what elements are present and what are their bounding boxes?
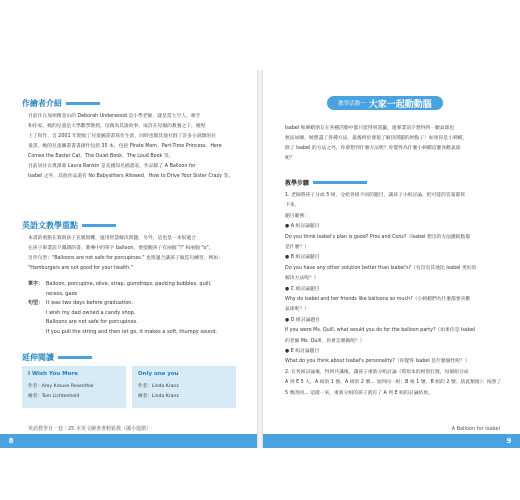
step-line: What do you think about Isabel's personality?（你覺得 Isabel 是什麼個性呢？）: [285, 359, 470, 365]
step-line: 題目範例：: [285, 213, 309, 219]
right-page-number: 9: [506, 437, 512, 445]
example-text: If you pull the string and then let go, it makes a soft, thumpy sound.: [46, 328, 218, 335]
activity-label: 教學活動一: [338, 101, 366, 107]
example-text: recess, gaze: [46, 290, 78, 297]
grammar-line: "Hamburgers are not good for your health.": [28, 266, 133, 271]
steps-title-text: 教學步驟: [285, 180, 310, 187]
example-row: [28, 290, 243, 299]
author-line: 童書，她的兒童圖書書書創作包括 35 本，包括 Pirate Mom、Part-Time Princess、Here: [28, 144, 222, 149]
title-bar: [58, 356, 92, 359]
step-line: 5 號改則... 這樣一來，重新分組的孩子就有了 A 到 E 組的討論結果。: [285, 390, 433, 396]
book-illustrator: 繪者：Linda Kranz: [138, 394, 179, 399]
right-footer-band: [263, 434, 520, 448]
activity-title-pill: [327, 96, 443, 110]
author-line: 和作家，她的兒童是大學數學教授，母親為其說故事，成許在母親的教養之下，她堅: [28, 124, 206, 129]
steps-section-title: [285, 178, 367, 187]
step-line: ● D 組討論題目: [285, 317, 320, 323]
grammar-line: 本書的重點在敘敘孩子克服困難，運用智慧解決問題。另外，這也是一本很適合: [28, 236, 196, 241]
example-row: [28, 299, 243, 308]
intro-line: Isabel 和刺蝟朋友在各種活動中都只能得到書籤，連畢業前夕想得到一顆氣球也: [285, 126, 455, 131]
book-title: Only one you: [138, 371, 179, 377]
step-line: ● C 組討論題目: [285, 286, 320, 292]
author-line: Comes the Easter Cat、The Quiet Book、The Loud Book 等。: [28, 154, 174, 159]
example-text: Balloon, porcupine, olive, strap, gumdrops, packing bubbles, quill,: [46, 281, 212, 287]
book-title: I Wish You More: [28, 371, 78, 377]
example-label: 單字：: [28, 281, 44, 287]
left-footer-band: [0, 434, 257, 448]
extended-section-title: [22, 352, 92, 363]
step-line: 是什麼？）: [285, 245, 309, 250]
step-line: 氣球呢？）: [285, 307, 309, 313]
author-section-title: [22, 98, 100, 109]
title-bar: [313, 181, 367, 184]
intro-line: 呢？: [285, 156, 295, 161]
step-line: ● B 組討論題目: [285, 255, 320, 261]
step-line: 1. 老師將孩子分成 5 組，分給各組不同的題目，讓孩子小組討論，把可能的答案都寫: [285, 193, 466, 198]
left-page: [0, 70, 257, 448]
step-line: 2. 在各組討論後，得到共識後，讓孩子重新分組討論（將原本的組別打散，每個組分成: [285, 369, 469, 375]
step-line: Do you think Isabel's plan is good? Pros and Cons?（Isabel 想出的方法優缺點都: [285, 234, 471, 240]
author-title-text: 作繪者介紹: [22, 99, 62, 108]
activity-title: 大家一起動動腦: [368, 99, 432, 110]
grammar-line: 另外句型："Balloons are not safe for porcupines." 也很適合讓孩子做造句練習，例如：: [28, 256, 223, 261]
author-line: 上了寫作，自 2001 年開始了兒童圖書書寫作生涯，同時也幫其他社群了許多小說類的兒: [28, 134, 216, 139]
step-line: Why do Isabel and her friends like balloons so much?（小刺蝟們為什麼都要喜歡: [285, 297, 471, 302]
example-row: [28, 280, 243, 289]
intro-line: 無法如願，她想盡了各種方法，最後終於發現了解決問題的妙點子！如果你是小刺蝟，: [285, 136, 468, 141]
step-line: 的老師 Ms. Quill，你會怎麼做呢？）: [285, 338, 365, 344]
example-label: 句型：: [28, 300, 44, 306]
grammar-line: 在孩子畢業前夕閱讀的書，教導中的單字 balloon，要提醒孩子有兩個 "l" 和兩個 "o"。: [28, 246, 214, 251]
book-author: 作者：Linda Kranz: [138, 384, 179, 389]
title-bar: [82, 224, 116, 227]
step-line: ● E 組討論題目: [285, 349, 320, 354]
title-bar: [66, 102, 100, 105]
example-row: [28, 328, 243, 337]
author-line: Isabel 之外，其他作品還有 No Babysitters Allowed、How to Drive Your Sister Crazy 等。: [28, 174, 234, 179]
example-text: I wish my dad owned a candy shop.: [46, 309, 136, 316]
extended-title-text: 延伸閱讀: [22, 353, 54, 362]
example-text: Balloons are not safe for porcupines.: [46, 319, 138, 325]
step-line: Do you have any other solution better than Isabel's?（有沒有其他比 Isabel 更好的: [285, 265, 477, 271]
left-page-number: 8: [8, 437, 14, 445]
grammar-section-title: [22, 220, 116, 231]
author-line: 目前住在加州舊金山的 Deborah Underwood 是小學老師、就是當大空人、歌手: [28, 114, 201, 119]
grammar-title-text: 英語文教學重點: [22, 221, 78, 230]
author-line: 目前居住在奧澤蒙 Laura Rankin 是美國知名插畫家，作品除了 A Balloon for: [28, 164, 196, 169]
right-page: [263, 70, 520, 448]
intro-line: 除了 Isabel 的方法之外，你會想到什麼方法呢？你覺得為什麼小刺蝟這麼喜歡氣球: [285, 146, 461, 151]
book-card: [132, 366, 236, 408]
right-footer-text: A Balloon for Isabel: [451, 426, 500, 432]
example-text: It was two days before graduation.: [46, 300, 134, 306]
step-line: 下來。: [285, 203, 300, 209]
left-footer-text: 英語教學有一套｜25 本英文繪書書輕鬆教（國小進階）: [28, 426, 151, 432]
step-line: 解決方法呢？）: [285, 276, 319, 282]
book-illustrator: 繪者：Tom Lichtenheld: [28, 394, 80, 399]
book-card: [22, 366, 126, 408]
book-author: 作者：Amy Krouse Rosenthal: [28, 384, 94, 389]
step-line: If you were Ms. Quill, what would you do for the balloon party?（如果你是 Isabel: [285, 328, 476, 334]
step-line: ● A 組討論題目: [285, 224, 320, 230]
step-line: A 到 E 5 人，A 組的 1 號、A 組的 2 號... 加到同一組；B 組 1 號、B 組的 2 號、依此類推）：按照了: [285, 380, 502, 386]
example-row: [28, 318, 243, 327]
example-row: [28, 309, 243, 318]
